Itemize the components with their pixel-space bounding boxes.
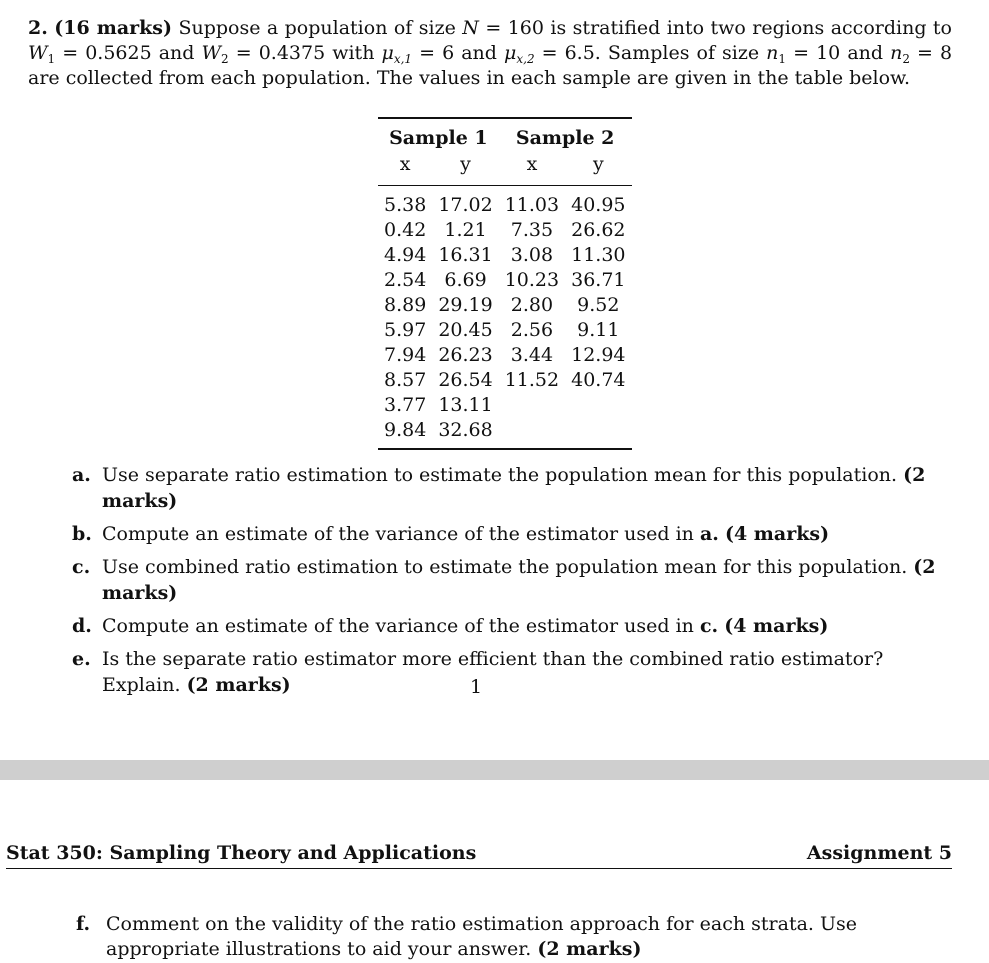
problem-text: with <box>332 42 375 64</box>
table-cell: 9.52 <box>577 293 620 316</box>
problem-number: 2. <box>28 17 48 39</box>
table-row <box>378 217 632 242</box>
table-cell: 3.77 <box>384 393 427 416</box>
problem-text: are <box>28 67 60 89</box>
part-text <box>102 646 952 698</box>
part-marks: (4 marks) <box>724 523 830 545</box>
problem-text: and <box>461 42 497 64</box>
problem-text: and <box>158 42 195 64</box>
table-cell: 11.30 <box>571 243 626 266</box>
part-marks: (2 marks) <box>186 674 291 696</box>
table-row <box>378 342 632 367</box>
question-parts <box>72 462 952 705</box>
table-cell: 0.42 <box>384 218 427 241</box>
table-cell: 9.84 <box>378 417 432 449</box>
math-subscript: 2 <box>221 52 229 66</box>
math-value: 6 <box>442 42 455 64</box>
table-row <box>378 417 632 449</box>
part-label: c. <box>72 556 91 578</box>
math-subscript: 1 <box>778 52 787 66</box>
math-operator: = <box>485 17 502 39</box>
part-body: Compute an estimate of the variance of the estimator used in <box>102 523 694 545</box>
table-row <box>378 392 632 417</box>
problem-text: is stratified into two regions according to <box>550 17 952 39</box>
table-subheader: x <box>378 153 432 186</box>
math-subscript: 1 <box>47 52 56 66</box>
table-cell <box>565 417 631 449</box>
part-text <box>102 613 952 639</box>
table-cell: 32.68 <box>432 417 498 449</box>
table-cell: 17.02 <box>438 193 493 216</box>
table-cell: 13.11 <box>438 393 493 416</box>
table-cell: 26.62 <box>571 218 626 241</box>
math-operator: = <box>235 42 252 64</box>
problem-text: Suppose a population of size <box>178 17 456 39</box>
part-text <box>102 462 952 514</box>
running-header <box>6 842 952 869</box>
table-header-sample-2: Sample 2 <box>499 118 632 153</box>
table-cell: 26.54 <box>438 368 493 391</box>
part-label: f. <box>76 913 91 935</box>
page-number: 1 <box>470 676 483 698</box>
table-cell: 40.74 <box>571 368 626 391</box>
part-body: Comment on the validity of the ratio estimation approach for each strata. Use appropriate illustrations to aid your answer. <box>106 913 857 960</box>
problem-text: and <box>847 42 884 64</box>
table-cell <box>565 392 631 417</box>
table-row <box>378 186 632 218</box>
table-cell: 16.31 <box>438 243 493 266</box>
part-label: a. <box>72 464 91 486</box>
table-body <box>378 186 632 450</box>
math-value: 10 <box>816 42 841 64</box>
table-cell: 20.45 <box>438 318 493 341</box>
part-text <box>102 521 952 547</box>
table-cell: 2.80 <box>510 293 554 316</box>
table-cell: 8.57 <box>384 368 427 391</box>
math-symbol: μ <box>381 42 394 64</box>
sample-table <box>378 117 632 450</box>
math-value: 6.5. <box>564 42 601 64</box>
math-subscript: x,2 <box>516 52 535 66</box>
part-marks: (2 marks) <box>102 556 936 604</box>
math-operator: = <box>541 42 558 64</box>
question-part-e <box>72 646 952 698</box>
table-cell: 1.21 <box>444 218 487 241</box>
table-cell: 29.19 <box>438 293 493 316</box>
math-symbol: W <box>28 42 48 64</box>
table-cell: 5.97 <box>384 318 427 341</box>
problem-statement <box>28 16 952 91</box>
math-operator: = <box>793 42 810 64</box>
page-separator <box>0 760 989 780</box>
math-symbol: W <box>201 42 222 64</box>
math-operator: = <box>62 42 79 64</box>
table-row <box>378 317 632 342</box>
question-part-c <box>72 554 952 606</box>
table-cell: 10.23 <box>504 268 560 291</box>
table-subheader: x <box>499 153 565 186</box>
table-cell: 26.23 <box>438 343 493 366</box>
part-marks: (2 marks) <box>537 938 642 960</box>
math-symbol: N <box>462 17 479 39</box>
table-subheader-row <box>378 153 632 186</box>
table-cell: 7.94 <box>384 343 427 366</box>
table-cell: 11.52 <box>504 368 560 391</box>
math-operator: = <box>917 42 933 64</box>
table-row <box>378 267 632 292</box>
table-header-row <box>378 118 632 153</box>
table-row <box>378 367 632 392</box>
part-marks: (2 marks) <box>102 464 926 512</box>
table-row <box>378 242 632 267</box>
table-cell: 12.94 <box>571 343 626 366</box>
table-cell: 5.38 <box>384 193 427 216</box>
course-title: Stat 350: Sampling Theory and Applications <box>6 842 477 864</box>
question-part-b <box>72 521 952 547</box>
math-value: 160 <box>507 17 544 39</box>
part-reference: c. <box>699 615 719 637</box>
table-cell: 8.89 <box>384 293 427 316</box>
table-row <box>378 292 632 317</box>
table-cell: 40.95 <box>571 193 626 216</box>
math-operator: = <box>419 42 436 64</box>
part-body: Compute an estimate of the variance of the estimator used in <box>102 615 694 637</box>
math-value: 0.5625 <box>85 42 152 64</box>
math-value: 8 <box>940 42 953 64</box>
question-part-a <box>72 462 952 514</box>
part-text <box>102 554 952 606</box>
part-text <box>106 912 952 962</box>
problem-marks: (16 marks) <box>54 17 172 39</box>
table-cell: 6.69 <box>444 268 487 291</box>
table-header-sample-1: Sample 1 <box>378 118 499 153</box>
table-cell: 7.35 <box>510 218 554 241</box>
table-cell: 2.56 <box>510 318 554 341</box>
part-body: Use separate ratio estimation to estimate the population mean for this population. <box>102 464 898 486</box>
part-reference: a. <box>699 523 719 545</box>
table-cell: 4.94 <box>384 243 427 266</box>
math-symbol: n <box>766 42 779 64</box>
table-cell: 2.54 <box>384 268 427 291</box>
problem-text: collected from each population. The values in each sample are given in the table below. <box>65 67 911 89</box>
math-value: 0.4375 <box>258 42 326 64</box>
math-symbol: n <box>890 42 903 64</box>
table-cell: 3.08 <box>510 243 554 266</box>
part-body: Is the separate ratio estimator more efficient than the combined ratio estimator? Explain. <box>102 648 884 696</box>
math-subscript: 2 <box>902 52 910 66</box>
table-subheader: y <box>565 153 631 186</box>
table-cell <box>499 417 565 449</box>
part-label: e. <box>72 648 91 670</box>
table-cell: 11.03 <box>504 193 560 216</box>
table-cell: 9.11 <box>577 318 620 341</box>
assignment-title: Assignment 5 <box>806 842 952 864</box>
math-symbol: μ <box>504 42 517 64</box>
table-cell: 3.44 <box>510 343 554 366</box>
problem-text: Samples of size <box>607 42 760 64</box>
question-part-d <box>72 613 952 639</box>
part-label: d. <box>72 615 92 637</box>
part-marks: (4 marks) <box>724 615 829 637</box>
table-subheader: y <box>432 153 498 186</box>
part-label: b. <box>72 523 92 545</box>
math-subscript: x,1 <box>393 52 413 66</box>
table-cell: 36.71 <box>571 268 626 291</box>
question-part-f <box>76 912 952 962</box>
table-cell <box>499 392 565 417</box>
part-body: Use combined ratio estimation to estimate the population mean for this population. <box>102 556 908 578</box>
